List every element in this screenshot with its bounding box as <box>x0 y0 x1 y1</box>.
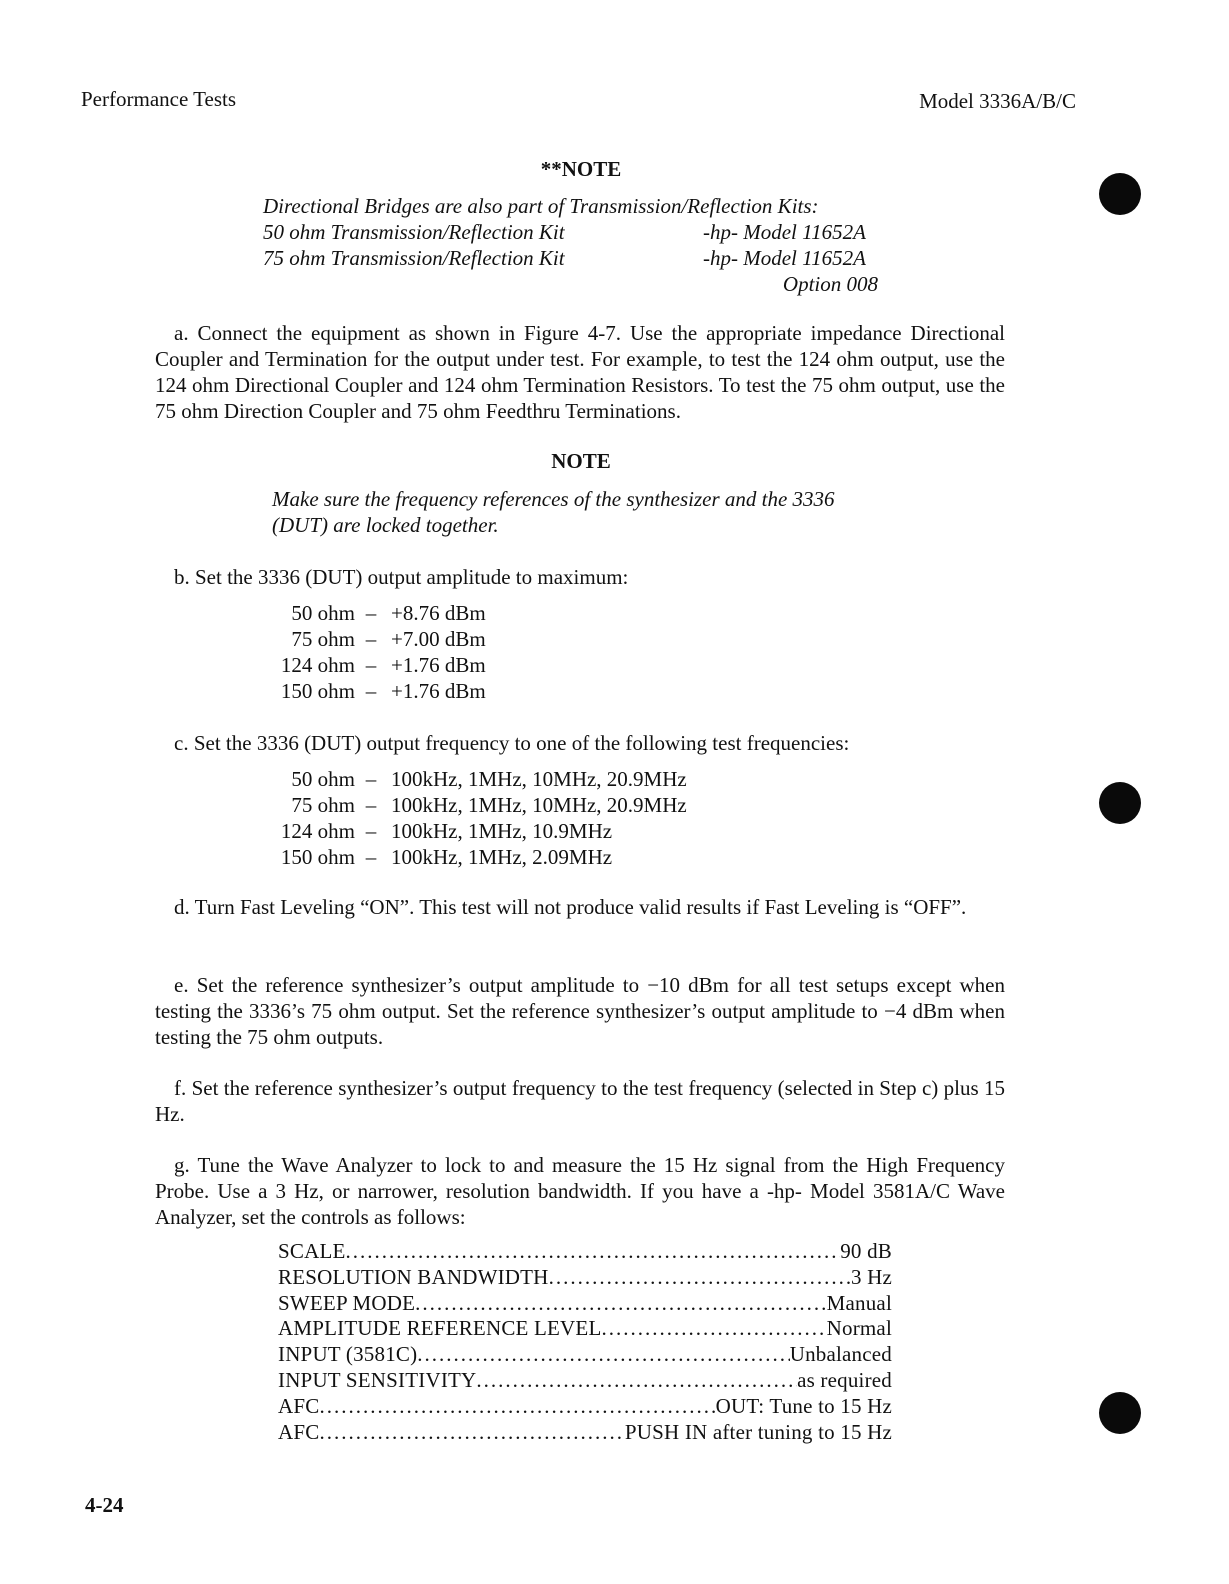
control-row: INPUT SENSITIVITY ..... as required <box>278 1367 892 1393</box>
step-b <box>155 564 1005 590</box>
note1-option: Option 008 <box>782 272 878 296</box>
control-row: RESOLUTION BANDWIDTH ..... 3 Hz <box>278 1264 892 1290</box>
control-settings <box>278 1238 892 1444</box>
step-g-label: g. <box>174 1153 190 1177</box>
note1-intro: Directional Bridges are also part of Transmission/Reflection Kits: <box>263 194 819 218</box>
note1-row <box>263 219 878 245</box>
note1-kit: 75 ohm Transmission/Reflection Kit <box>263 246 565 270</box>
control-row: AMPLITUDE REFERENCE LEVEL ..... Normal <box>278 1315 892 1341</box>
step-a-text: Connect the equipment as shown in Figure 4-7. Use the appropriate impedance Directional Coupler and Termination for the output under test. For example, to test the 124 ohm output, use the 124 ohm Directional Coupler and 124 ohm Termination Resistors. To test the 75 ohm output, use the 75 ohm Direction Coupler and 75 ohm Feedthru Terminations. <box>155 321 1005 423</box>
control-row: SWEEP MODE ..... Manual <box>278 1290 892 1316</box>
step-e <box>155 972 1005 1050</box>
binder-hole-mark <box>1099 782 1141 824</box>
list-item: 50 ohm – +8.76 dBm <box>291 601 486 625</box>
step-a <box>155 320 1005 424</box>
note2-body <box>272 486 912 538</box>
note1-kit: 50 ohm Transmission/Reflection Kit <box>263 220 565 244</box>
note2-title: NOTE <box>551 449 611 473</box>
list-item: 75 ohm – 100kHz, 1MHz, 10MHz, 20.9MHz <box>291 793 687 817</box>
model-title: Model 3336A/B/C <box>919 89 1076 113</box>
step-g-text: Tune the Wave Analyzer to lock to and measure the 15 Hz signal from the High Frequency Probe. Use a 3 Hz, or narrower, resolution bandwidth. If you have a -hp- Model 3581A/C Wave Analyzer, set the controls as follows: <box>155 1153 1005 1229</box>
step-d-text: Turn Fast Leveling “ON”. This test will not produce valid results if Fast Leveling is “OFF”. <box>194 895 967 919</box>
page-number: 4-24 <box>85 1493 124 1517</box>
section-title: Performance Tests <box>81 87 237 111</box>
list-item: 75 ohm – +7.00 dBm <box>291 627 486 651</box>
note1-title: **NOTE <box>540 157 622 181</box>
step-b-text: Set the 3336 (DUT) output amplitude to maximum: <box>195 565 629 589</box>
control-row: AFC ..... PUSH IN after tuning to 15 Hz <box>278 1419 892 1445</box>
binder-hole-mark <box>1099 173 1141 215</box>
step-c <box>155 730 1005 756</box>
list-item: 150 ohm – +1.76 dBm <box>280 679 486 703</box>
step-e-text: Set the reference synthesizer’s output amplitude to −10 dBm for all test setups except when testing the 3336’s 75 ohm output. Set the reference synthesizer’s output amplitude to −4 dBm when testing the 75 ohm outputs. <box>155 973 1006 1049</box>
note2-line1: Make sure the frequency references of the synthesizer and the 3336 <box>272 487 835 511</box>
step-g <box>155 1152 1005 1230</box>
step-a-label: a. <box>174 321 189 345</box>
control-row: INPUT (3581C) ..... Unbalanced <box>278 1341 892 1367</box>
control-row: SCALE ..... 90 dB <box>278 1238 892 1264</box>
step-d-label: d. <box>174 895 190 919</box>
note1-model: -hp- Model 11652A <box>703 220 866 244</box>
step-f-text: Set the reference synthesizer’s output frequency to the test frequency (selected in Step c) plus 15 Hz. <box>155 1076 1006 1126</box>
list-item: 124 ohm – 100kHz, 1MHz, 10.9MHz <box>280 819 613 843</box>
step-b-label: b. <box>174 565 190 589</box>
list-item: 50 ohm – 100kHz, 1MHz, 10MHz, 20.9MHz <box>291 767 687 791</box>
amplitude-list <box>268 600 486 704</box>
step-f-label: f. <box>174 1076 187 1100</box>
step-c-label: c. <box>174 731 189 755</box>
binder-hole-mark <box>1099 1392 1141 1434</box>
step-e-label: e. <box>174 973 189 997</box>
step-d <box>155 894 1005 920</box>
step-f <box>155 1075 1005 1127</box>
note1-model: -hp- Model 11652A <box>703 246 866 270</box>
frequency-list <box>268 766 687 870</box>
control-row: AFC ..... OUT: Tune to 15 Hz <box>278 1393 892 1419</box>
note1-row <box>263 245 878 271</box>
step-c-text: Set the 3336 (DUT) output frequency to one of the following test frequencies: <box>193 731 850 755</box>
note1-body <box>263 193 878 297</box>
note2-line2: (DUT) are locked together. <box>272 513 499 537</box>
list-item: 150 ohm – 100kHz, 1MHz, 2.09MHz <box>280 845 613 869</box>
list-item: 124 ohm – +1.76 dBm <box>280 653 486 677</box>
